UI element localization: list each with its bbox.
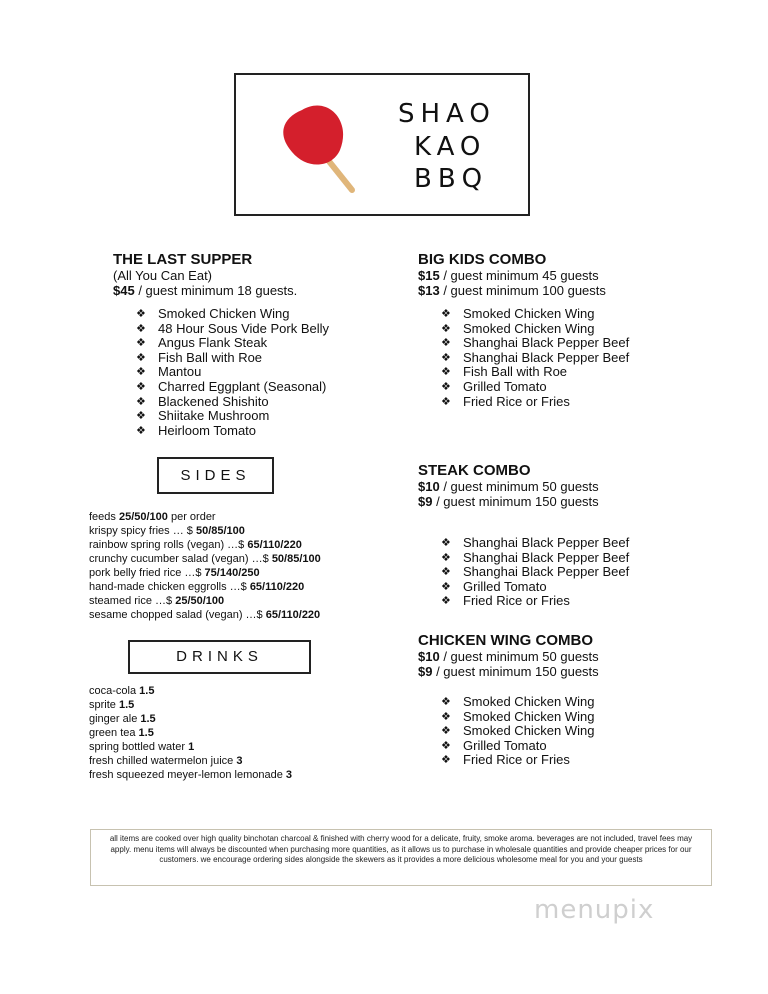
footer-note: all items are cooked over high quality binchotan charcoal & finished with cherry wood for a delicate, fruity, smoke aroma. beverages are not included, travel fees may apply. menu items will always be discounted when purchasing more quantities, as it allows us to purchase in wholesale quantities and provide cheaper prices for our customers. we encourage ordering sides alongside the skewers as it provides a more delicious wholesome meal for you and your guests: [90, 829, 712, 886]
menu-item: [441, 724, 595, 739]
menu-item: [136, 351, 329, 366]
price-line-value: 65/110/220: [265, 609, 321, 621]
price-line-label: fresh chilled watermelon juice: [89, 755, 237, 767]
price-line: [89, 712, 292, 726]
diamond-bullet-icon: ❖: [441, 322, 451, 335]
menu-item: [441, 336, 629, 351]
menu-item-label: Fish Ball with Roe: [463, 364, 568, 380]
big-kids-price-2-note: / guest minimum 100 guests: [439, 283, 606, 298]
menu-item: [441, 395, 629, 410]
menu-item-label: Smoked Chicken Wing: [463, 320, 595, 336]
price-line: [89, 538, 321, 552]
menu-item-label: Shanghai Black Pepper Beef: [463, 564, 630, 580]
price-line: [89, 684, 292, 698]
steak-items: [441, 536, 629, 609]
diamond-bullet-icon: ❖: [441, 380, 451, 393]
menu-item-label: Fried Rice or Fries: [463, 752, 570, 768]
menu-item-label: Fried Rice or Fries: [463, 593, 570, 609]
big-kids-price-1-note: / guest minimum 45 guests: [439, 268, 599, 283]
skewer-icon: [272, 100, 362, 195]
steak-title: STEAK COMBO: [418, 462, 531, 479]
diamond-bullet-icon: ❖: [441, 337, 451, 350]
big-kids-section: [418, 251, 606, 298]
price-line-label: green tea: [89, 727, 139, 739]
last-supper-title: THE LAST SUPPER: [113, 251, 253, 268]
menu-item-label: Shanghai Black Pepper Beef: [463, 535, 630, 550]
price-line-value: 50/85/100: [195, 525, 245, 537]
diamond-bullet-icon: ❖: [441, 366, 451, 379]
menu-item: [441, 580, 629, 595]
steak-price-line-1: [418, 479, 599, 494]
menu-item-label: Grilled Tomato: [463, 578, 547, 594]
price-line-label: steamed rice …$: [89, 595, 176, 607]
diamond-bullet-icon: ❖: [136, 337, 146, 350]
menu-item-label: Fish Ball with Roe: [158, 349, 263, 365]
menu-item-label: Charred Eggplant (Seasonal): [158, 378, 327, 394]
menu-item-label: Shanghai Black Pepper Beef: [463, 349, 630, 365]
diamond-bullet-icon: ❖: [441, 537, 451, 549]
price-line-value: 1.5: [139, 685, 155, 697]
diamond-bullet-icon: ❖: [441, 739, 451, 752]
diamond-bullet-icon: ❖: [441, 595, 451, 608]
last-supper-items: [136, 307, 329, 438]
wing-price-1-note: / guest minimum 50 guests: [439, 649, 599, 664]
price-line-value: 25/50/100: [175, 595, 225, 607]
last-supper-price-note: / guest minimum 18 guests.: [134, 283, 298, 298]
price-line-value: 50/85/100: [271, 553, 321, 565]
menu-item: [136, 409, 329, 424]
menu-item: [441, 739, 595, 754]
wing-price-2-note: / guest minimum 150 guests: [432, 664, 599, 679]
menu-item: [136, 380, 329, 395]
price-line-label: ginger ale: [89, 713, 141, 725]
diamond-bullet-icon: ❖: [441, 308, 451, 320]
wing-section: [418, 632, 599, 679]
price-line-value: 1.5: [140, 713, 156, 725]
skewer-meat: [283, 106, 343, 165]
steak-price-2-note: / guest minimum 150 guests: [432, 494, 599, 509]
menu-item-label: Shanghai Black Pepper Beef: [463, 549, 630, 565]
menu-item-label: Blackened Shishito: [158, 393, 269, 409]
wing-price-1: $10: [418, 649, 440, 664]
wing-price-2: $9: [418, 664, 433, 679]
menu-item-label: Smoked Chicken Wing: [463, 694, 595, 709]
diamond-bullet-icon: ❖: [136, 366, 146, 379]
price-line-label: sprite: [89, 699, 119, 711]
diamond-bullet-icon: ❖: [136, 395, 146, 408]
wing-price-line-1: [418, 649, 599, 664]
menu-item-label: Grilled Tomato: [463, 378, 547, 394]
diamond-bullet-icon: ❖: [136, 308, 146, 320]
big-kids-price-1: $15: [418, 268, 440, 283]
menu-item: [136, 322, 329, 337]
price-line: [89, 754, 292, 768]
price-line-label: krispy spicy fries … $: [89, 525, 196, 537]
price-line: [89, 580, 321, 594]
steak-section: [418, 462, 599, 509]
price-line: [89, 566, 321, 580]
steak-price-1: $10: [418, 479, 440, 494]
price-line-value: 75/140/250: [204, 567, 260, 579]
price-line-value: 1: [188, 741, 195, 753]
menu-item: [136, 307, 329, 322]
diamond-bullet-icon: ❖: [441, 351, 451, 364]
drinks-list: [89, 684, 292, 782]
price-line-value: 1.5: [118, 699, 135, 711]
price-line: [89, 552, 321, 566]
last-supper-subtitle: (All You Can Eat): [113, 268, 213, 283]
menu-item: [441, 536, 629, 551]
price-line: [89, 740, 292, 754]
menu-item: [441, 565, 629, 580]
steak-price-2: $9: [418, 494, 433, 509]
menu-item: [441, 594, 629, 609]
diamond-bullet-icon: ❖: [441, 395, 451, 408]
price-line-label: spring bottled water: [89, 741, 189, 753]
logo-word-kao: KAO: [414, 132, 487, 162]
menu-item-label: Heirloom Tomato: [158, 422, 257, 438]
menu-item: [136, 424, 329, 439]
menu-item: [136, 336, 329, 351]
price-line-value: 65/110/220: [247, 539, 302, 551]
menu-item-label: Angus Flank Steak: [158, 335, 268, 351]
menu-item-label: Mantou: [158, 364, 202, 380]
price-line-label: sesame chopped salad (vegan) …$: [89, 609, 266, 621]
price-line-value: 25/50/100: [118, 511, 168, 523]
diamond-bullet-icon: ❖: [136, 351, 146, 364]
logo-word-shao: SHAO: [398, 99, 496, 129]
price-line: [89, 510, 321, 524]
menu-item-label: Smoked Chicken Wing: [158, 306, 290, 321]
steak-price-1-note: / guest minimum 50 guests: [439, 479, 599, 494]
menu-item: [441, 695, 595, 710]
big-kids-title: BIG KIDS COMBO: [418, 251, 547, 268]
last-supper-price-line: [113, 283, 297, 298]
price-line-value: 3: [236, 755, 243, 767]
last-supper-price: $45: [113, 283, 135, 298]
big-kids-price-2: $13: [418, 283, 440, 298]
menu-item-label: 48 Hour Sous Vide Pork Belly: [158, 320, 330, 336]
wing-title: CHICKEN WING COMBO: [418, 632, 593, 649]
diamond-bullet-icon: ❖: [441, 580, 451, 593]
price-line-value: 3: [285, 769, 293, 781]
menu-item-label: Shanghai Black Pepper Beef: [463, 335, 630, 351]
menu-item: [441, 551, 629, 566]
menu-item: [136, 365, 329, 380]
logo-box: [234, 73, 530, 216]
price-line: [89, 726, 292, 740]
big-kids-price-line-1: [418, 268, 606, 283]
diamond-bullet-icon: ❖: [441, 566, 451, 579]
diamond-bullet-icon: ❖: [136, 410, 146, 423]
wing-price-line-2: [418, 664, 599, 679]
diamond-bullet-icon: ❖: [441, 754, 451, 767]
menu-item-label: Smoked Chicken Wing: [463, 708, 595, 724]
price-line: [89, 698, 292, 712]
menu-item-label: Smoked Chicken Wing: [463, 723, 595, 739]
diamond-bullet-icon: ❖: [441, 710, 451, 723]
price-line-label: pork belly fried rice …$: [89, 567, 205, 579]
price-line-label: hand-made chicken eggrolls …$: [89, 581, 250, 593]
watermark: menupix: [534, 895, 655, 925]
big-kids-price-line-2: [418, 283, 606, 298]
menu-item: [441, 322, 629, 337]
menu-item: [441, 710, 595, 725]
diamond-bullet-icon: ❖: [441, 725, 451, 738]
diamond-bullet-icon: ❖: [441, 696, 451, 708]
last-supper-section: [113, 251, 297, 298]
menu-item: [441, 365, 629, 380]
diamond-bullet-icon: ❖: [136, 424, 146, 437]
price-line: [89, 768, 292, 782]
sides-list: [89, 510, 321, 622]
price-line-suffix: per order: [167, 511, 216, 523]
big-kids-items: [441, 307, 629, 409]
logo-word-bbq: BBQ: [414, 164, 489, 194]
price-line: [89, 524, 321, 538]
menu-item: [441, 380, 629, 395]
menu-item: [136, 395, 329, 410]
price-line-label: crunchy cucumber salad (vegan) …$: [89, 553, 272, 565]
menu-item-label: Grilled Tomato: [463, 737, 547, 753]
wing-items: [441, 695, 595, 768]
diamond-bullet-icon: ❖: [441, 551, 451, 564]
price-line-label: feeds: [89, 511, 119, 523]
menu-item: [441, 753, 595, 768]
price-line-label: fresh squeezed meyer-lemon lemonade: [89, 769, 286, 781]
diamond-bullet-icon: ❖: [136, 322, 146, 335]
menu-item: [441, 307, 629, 322]
menu-item-label: Fried Rice or Fries: [463, 393, 570, 409]
drinks-header: DRINKS: [128, 640, 311, 674]
price-line-label: rainbow spring rolls (vegan) …$: [89, 539, 248, 551]
sides-header: SIDES: [157, 457, 274, 494]
menu-item: [441, 351, 629, 366]
diamond-bullet-icon: ❖: [136, 380, 146, 393]
price-line-label: coca-cola: [89, 685, 140, 697]
price-line: [89, 594, 321, 608]
price-line: [89, 608, 321, 622]
menu-item-label: Shiitake Mushroom: [158, 408, 270, 424]
price-line-value: 1.5: [138, 727, 154, 739]
steak-price-line-2: [418, 494, 599, 509]
menu-item-label: Smoked Chicken Wing: [463, 306, 595, 321]
price-line-value: 65/110/220: [249, 581, 305, 593]
